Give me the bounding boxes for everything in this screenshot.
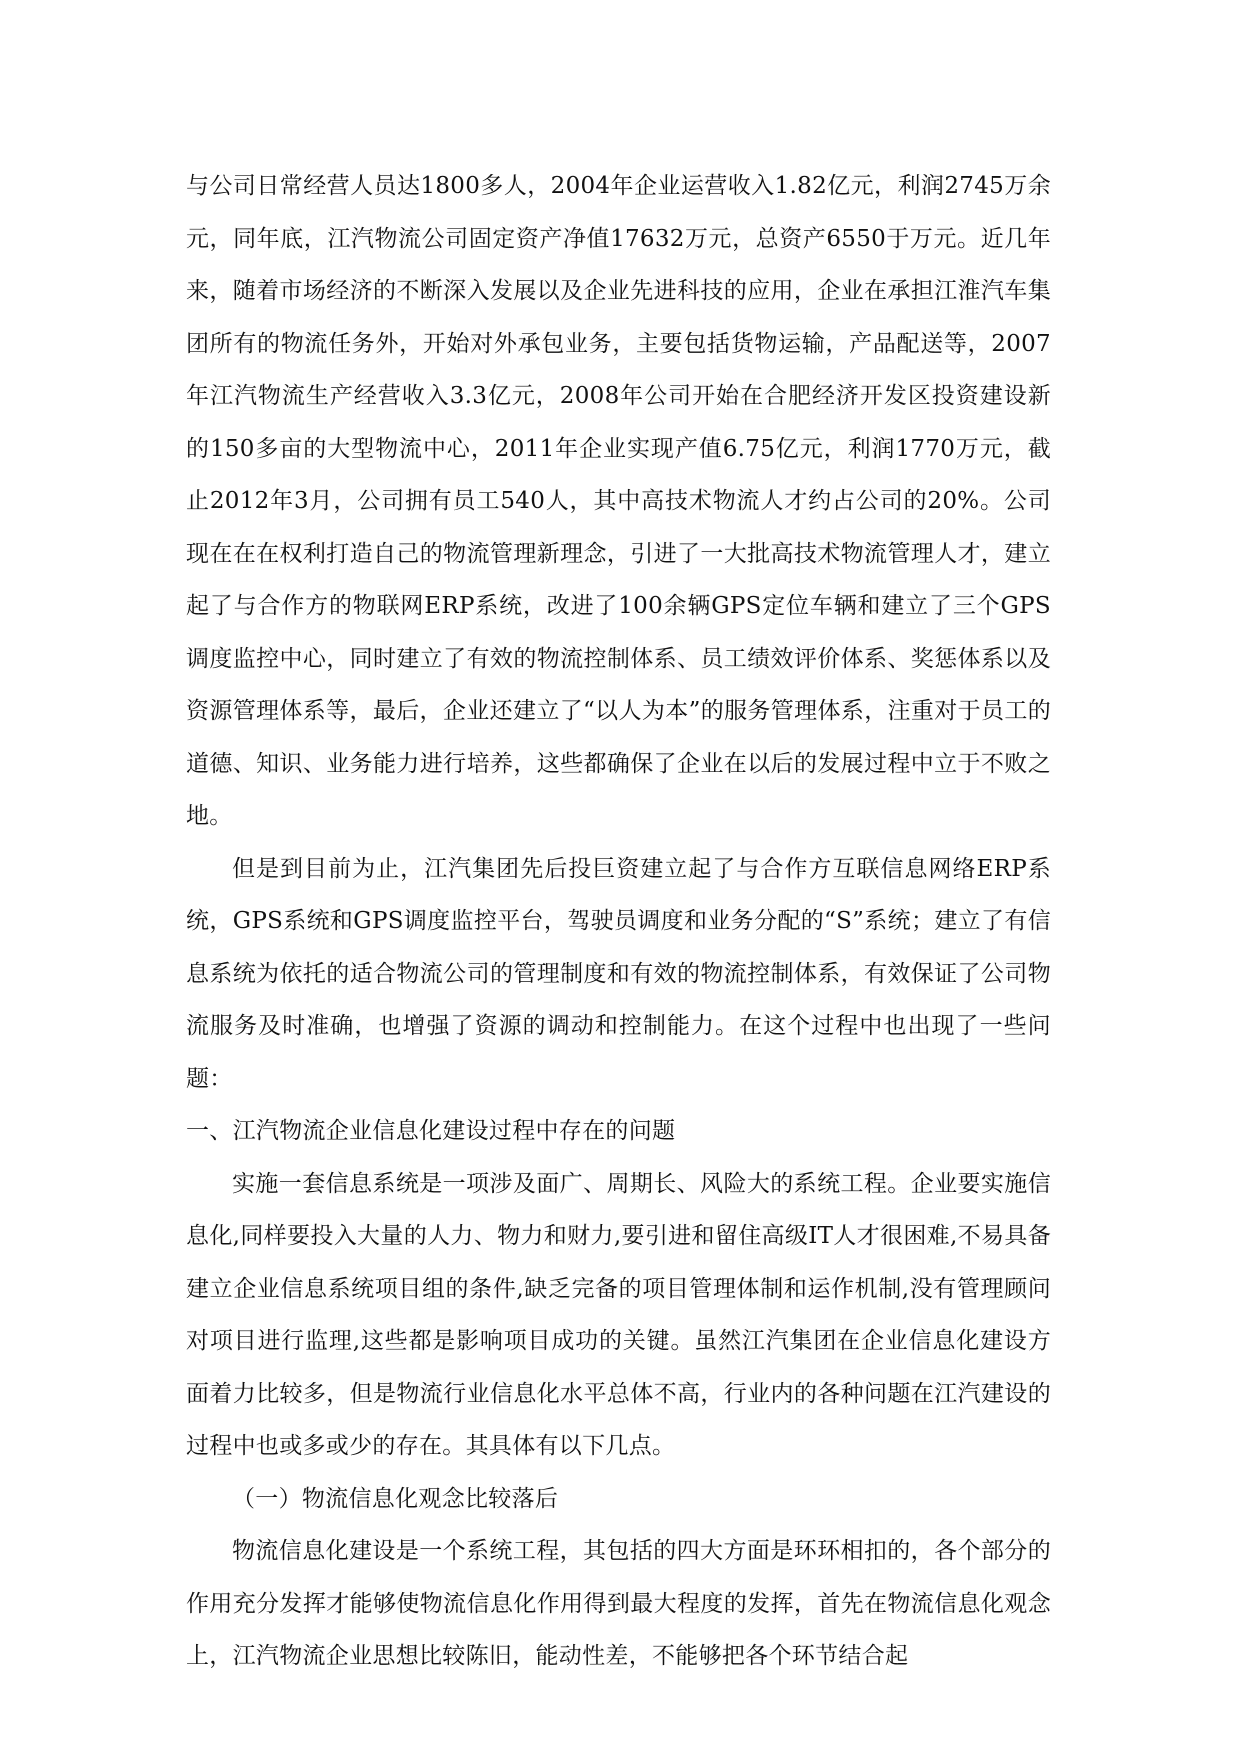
paragraph-3: 实施一套信息系统是一项涉及面广、周期长、风险大的系统工程。企业要实施信息化,同样要投入大量的人力、物力和财力,要引进和留住高级IT人才很困难,不易具备建立企业信息系统项目组的条件,缺乏完备的项目管理体制和运作机制,没有管理顾问对项目进行监理,这些都是影响项目成功的关键。虽然江汽集团在企业信息化建设方面着力比较多，但是物流行业信息化水平总体不高，行业内的各种问题在江汽建设的过程中也或多或少的存在。其具体有以下几点。 <box>186 1170 1051 1459</box>
paragraph-1: 与公司日常经营人员达1800多人，2004年企业运营收入1.82亿元，利润2745万余元，同年底，江汽物流公司固定资产净值17632万元，总资产6550于万元。近几年来，随着市场经济的不断深入发展以及企业先进科技的应用，企业在承担江淮汽车集团所有的物流任务外，开始对外承包业务，主要包括货物运输，产品配送等，2007年江汽物流生产经营收入3.3亿元，2008年公司开始在合肥经济开发区投资建设新的150多亩的大型物流中心，2011年企业实现产值6.75亿元，利润1770万元，截止2012年3月，公司拥有员工540人，其中高技术物流人才约占公司的20%。公司现在在在权利打造自己的物流管理新理念，引进了一大批高技术物流管理人才，建立起了与合作方的物联网ERP系统，改进了100余辆GPS定位车辆和建立了三个GPS调度监控中心，同时建立了有效的物流控制体系、员工绩效评价体系、奖惩体系以及资源管理体系等，最后，企业还建立了“以人为本”的服务管理体系，注重对于员工的道德、知识、业务能力进行培养，这些都确保了企业在以后的发展过程中立于不败之地。 <box>186 173 1051 829</box>
paragraph-4: 物流信息化建设是一个系统工程，其包括的四大方面是环环相扣的，各个部分的作用充分发挥才能够使物流信息化作用得到最大程度的发挥，首先在物流信息化观念上，江汽物流企业思想比较陈旧，能动性差，不能够把各个环节结合起 <box>186 1538 1051 1669</box>
subsection-heading: （一）物流信息化观念比较落后 <box>232 1485 559 1512</box>
body-text <box>186 160 1051 1683</box>
paragraph-2: 但是到目前为止，江汽集团先后投巨资建立起了与合作方互联信息网络ERP系统，GPS系统和GPS调度监控平台，驾驶员调度和业务分配的“S”系统；建立了有信息系统为依托的适合物流公司的管理制度和有效的物流控制体系，有效保证了公司物流服务及时准确，也增强了资源的调动和控制能力。在这个过程中也出现了一些问题： <box>186 855 1051 1092</box>
section-heading: 一、江汽物流企业信息化建设过程中存在的问题 <box>186 1118 676 1144</box>
